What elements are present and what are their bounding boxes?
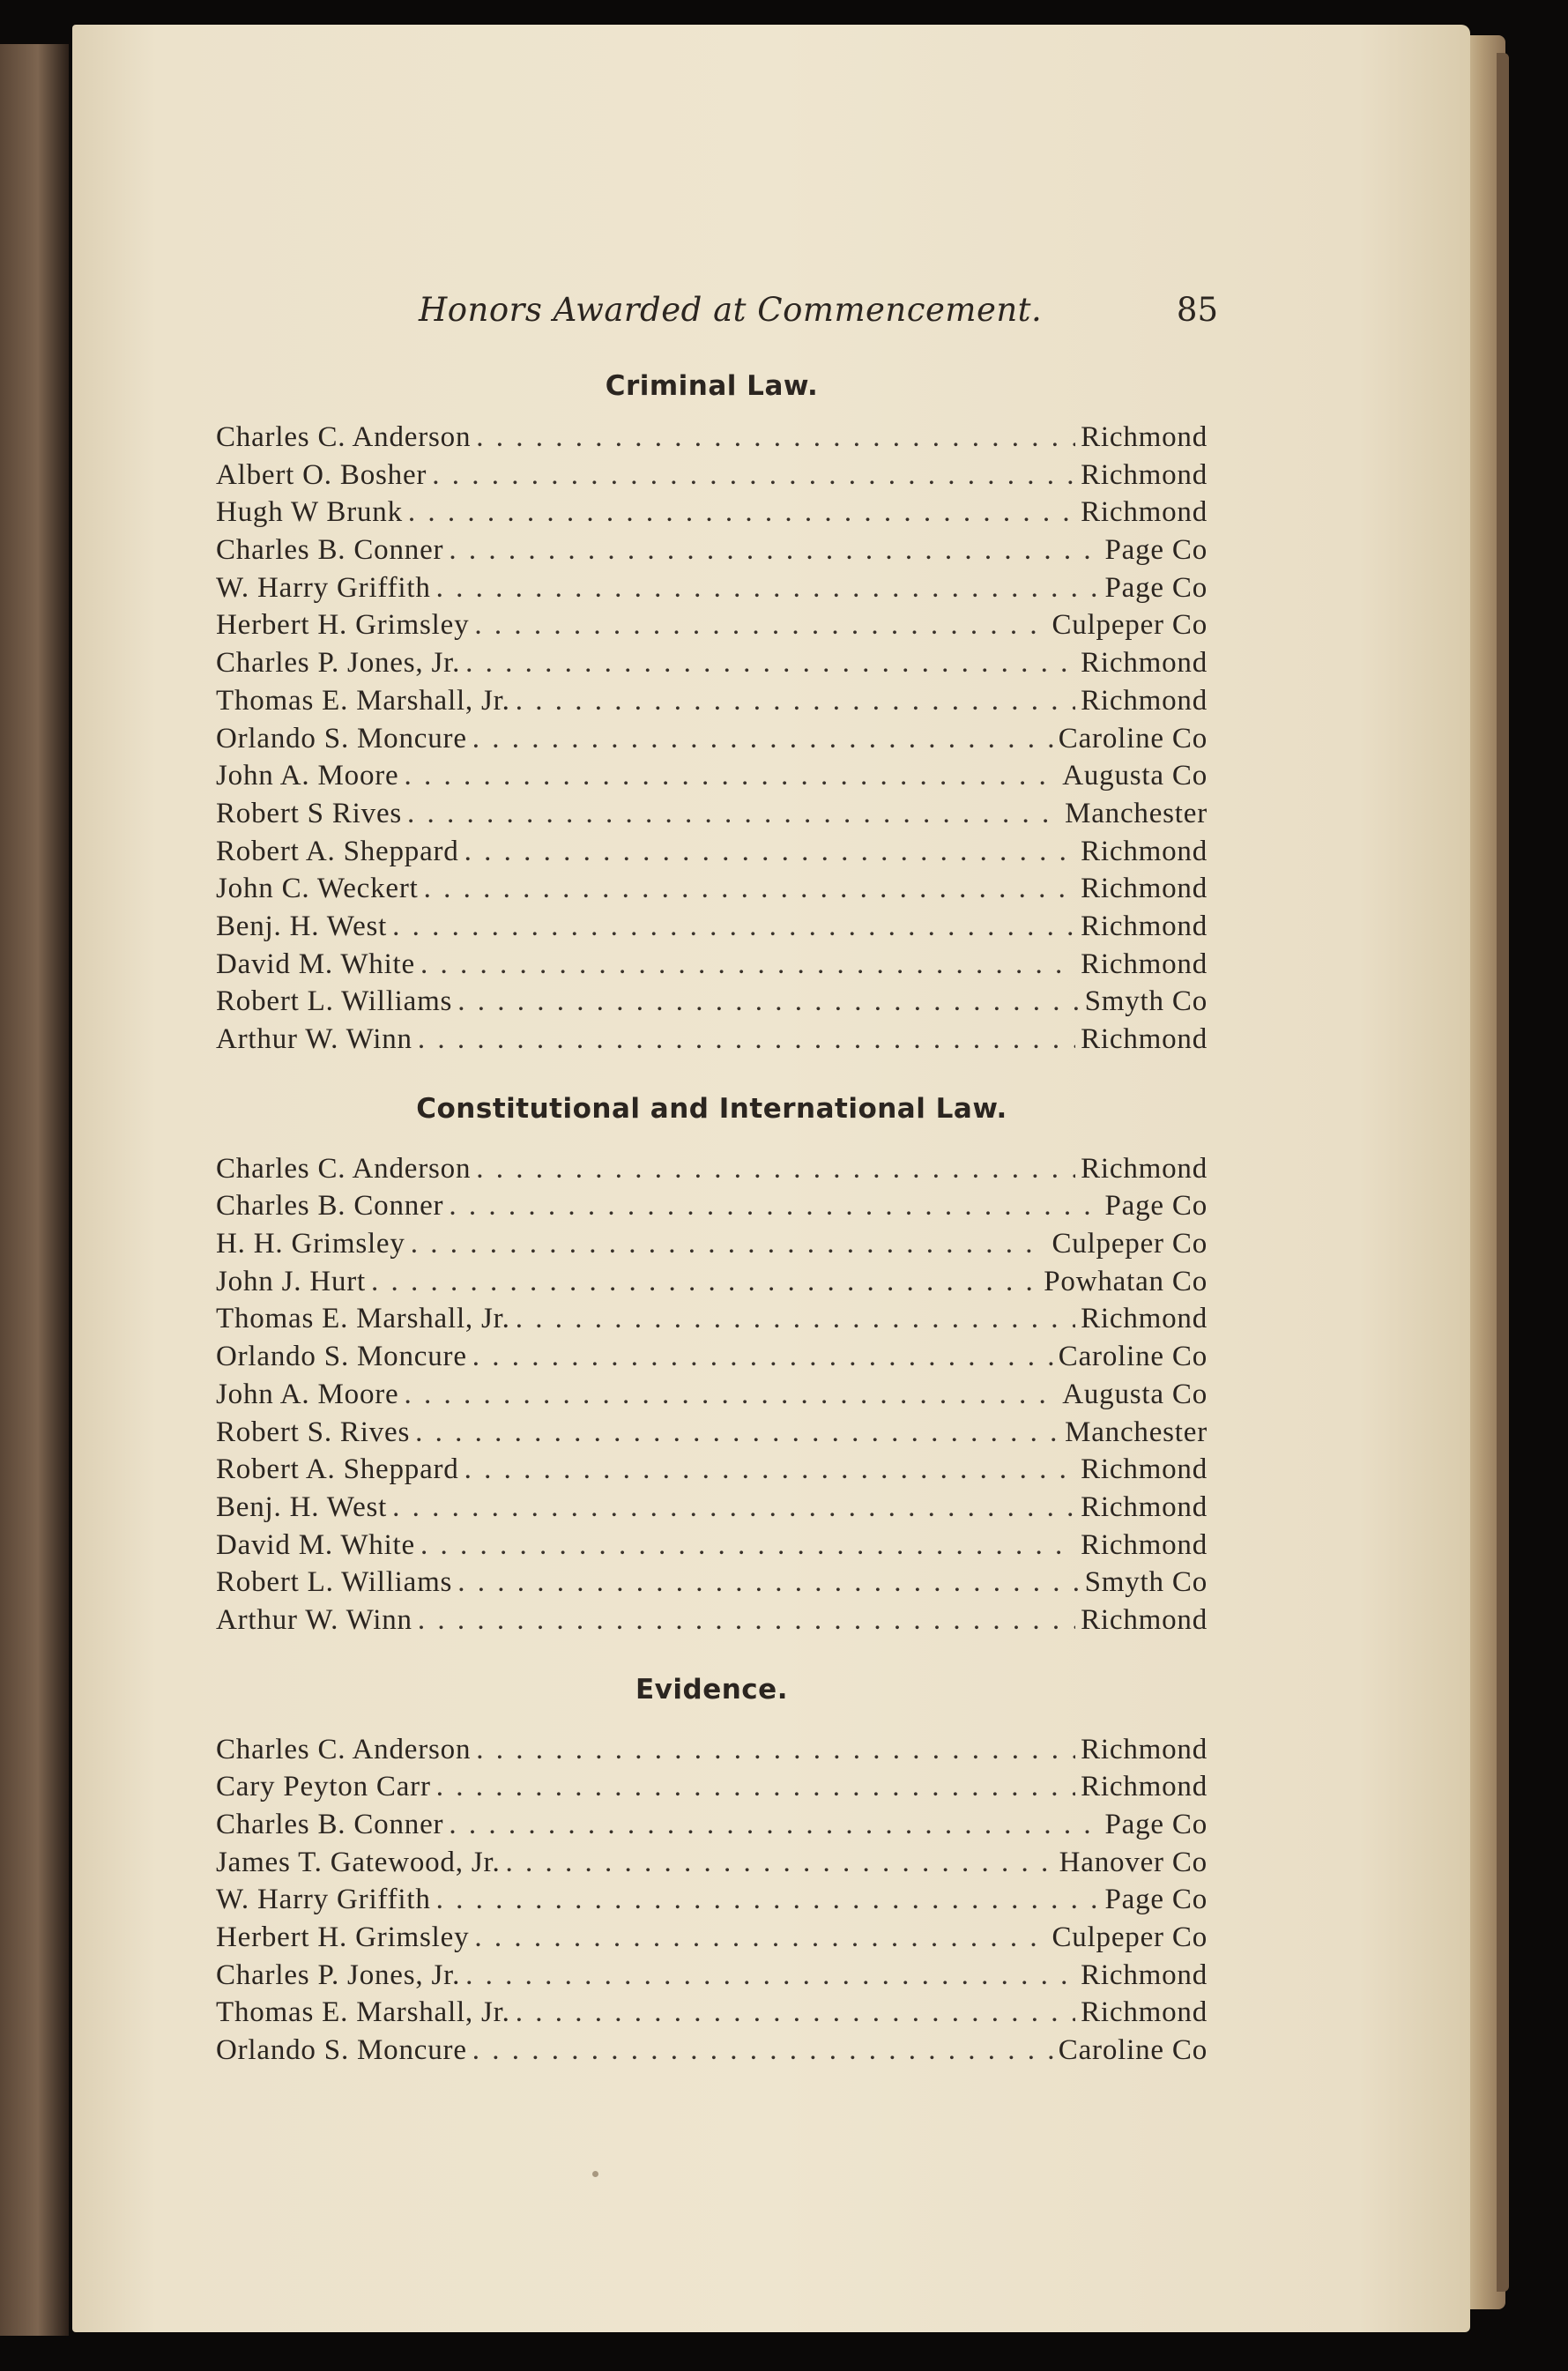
dot-leader	[516, 685, 1075, 717]
roster-entry	[216, 572, 1208, 610]
hometown: Augusta Co	[1062, 760, 1208, 792]
page-content	[216, 291, 1218, 2072]
hometown: Richmond	[1081, 684, 1208, 717]
dot-leader	[392, 910, 1075, 943]
student-name: David M. White	[216, 1528, 415, 1561]
dot-leader	[420, 1529, 1075, 1562]
student-name: Charles P. Jones, Jr.	[216, 647, 461, 680]
dot-leader	[474, 1921, 1046, 1954]
student-name: James T. Gatewood, Jr.	[216, 1846, 501, 1878]
dot-leader	[472, 1341, 1053, 1373]
page-number: 85	[1176, 291, 1218, 329]
student-name: John A. Moore	[216, 1378, 399, 1410]
student-name: Robert A. Sheppard	[216, 1453, 459, 1486]
student-name: Arthur W. Winn	[216, 1023, 412, 1055]
hometown: Richmond	[1081, 647, 1208, 680]
hometown: Richmond	[1081, 1771, 1208, 1803]
dot-leader	[476, 421, 1075, 454]
hometown: Augusta Co	[1062, 1378, 1208, 1410]
hometown: Richmond	[1081, 1453, 1208, 1486]
dot-leader	[464, 836, 1075, 868]
dot-leader	[464, 1453, 1075, 1486]
dot-leader	[371, 1266, 1038, 1298]
dot-leader	[407, 798, 1059, 830]
dot-leader	[436, 572, 1100, 605]
roster-entry	[216, 1529, 1208, 1567]
hometown: Powhatan Co	[1044, 1265, 1208, 1297]
dot-leader	[404, 760, 1057, 792]
student-name: H. H. Grimsley	[216, 1228, 405, 1260]
student-name: David M. White	[216, 948, 415, 980]
roster-entry	[216, 760, 1208, 798]
roster-entry	[216, 798, 1208, 836]
section-heading-constitutional-law: Constitutional and International Law.	[416, 1092, 1007, 1125]
roster-entry	[216, 1566, 1208, 1604]
dot-leader	[476, 1153, 1075, 1186]
dot-leader	[420, 948, 1075, 981]
roster-entry	[216, 1341, 1208, 1379]
dot-leader	[424, 873, 1075, 905]
student-name: Hugh W Brunk	[216, 496, 403, 529]
hometown: Richmond	[1081, 1603, 1208, 1636]
student-name: Charles B. Conner	[216, 1190, 444, 1223]
dot-leader	[465, 1959, 1075, 1992]
hometown: Richmond	[1081, 835, 1208, 867]
roster-entry	[216, 1416, 1208, 1454]
roster-entry	[216, 873, 1208, 910]
hometown: Richmond	[1081, 1528, 1208, 1561]
dot-leader	[476, 1734, 1075, 1766]
roster-entry	[216, 1266, 1208, 1304]
student-name: Cary Peyton Carr	[216, 1771, 431, 1803]
roster-entry	[216, 1604, 1208, 1642]
roster-entry	[216, 1959, 1208, 1997]
dot-leader	[516, 1303, 1075, 1335]
dot-leader	[516, 1996, 1075, 2029]
hometown: Caroline Co	[1058, 1341, 1208, 1373]
roster-entry	[216, 985, 1208, 1023]
roster-entry	[216, 1809, 1208, 1847]
student-name: Thomas E. Marshall, Jr.	[216, 1996, 510, 2029]
student-name: W. Harry Griffith	[216, 571, 431, 604]
hometown: Richmond	[1081, 1303, 1208, 1335]
hometown: Manchester	[1065, 1416, 1208, 1448]
hometown: Culpeper Co	[1052, 609, 1208, 642]
student-name: John J. Hurt	[216, 1265, 367, 1297]
roster-entry	[216, 836, 1208, 873]
student-name: Charles B. Conner	[216, 534, 444, 567]
roster-entry	[216, 1847, 1208, 1884]
dot-leader	[392, 1491, 1075, 1524]
dot-leader	[474, 609, 1046, 642]
student-name: Thomas E. Marshall, Jr.	[216, 684, 510, 717]
dot-leader	[449, 1190, 1099, 1223]
student-name: Arthur W. Winn	[216, 1603, 412, 1636]
roster-entry	[216, 1153, 1208, 1191]
dot-leader	[472, 723, 1053, 755]
dot-leader	[408, 496, 1075, 529]
roster-entry	[216, 1921, 1208, 1959]
hometown: Caroline Co	[1058, 2034, 1208, 2067]
hometown: Manchester	[1065, 797, 1208, 829]
running-head	[216, 291, 1218, 344]
roster-entry	[216, 1734, 1208, 1772]
roster-entry	[216, 910, 1208, 948]
section-heading-evidence: Evidence.	[635, 1673, 788, 1706]
dot-leader	[432, 459, 1075, 492]
roster-entry	[216, 1379, 1208, 1416]
dot-leader	[449, 534, 1099, 567]
hometown: Richmond	[1081, 910, 1208, 942]
hometown: Page Co	[1104, 1884, 1208, 1916]
hometown: Richmond	[1081, 1152, 1208, 1185]
student-name: Thomas E. Marshall, Jr.	[216, 1303, 510, 1335]
student-name: Robert L. Williams	[216, 985, 453, 1018]
hometown: Caroline Co	[1058, 722, 1208, 754]
roster-evidence	[216, 1734, 1208, 2072]
hometown: Richmond	[1081, 458, 1208, 491]
student-name: John A. Moore	[216, 760, 399, 792]
student-name: Orlando S. Moncure	[216, 722, 467, 754]
dot-leader	[436, 1884, 1100, 1916]
student-name: Herbert H. Grimsley	[216, 1921, 470, 1954]
roster-entry	[216, 421, 1208, 459]
student-name: Robert S. Rives	[216, 1416, 411, 1448]
cover-edge	[1497, 53, 1509, 2292]
student-name: Charles B. Conner	[216, 1809, 444, 1840]
hometown: Richmond	[1081, 1733, 1208, 1765]
roster-entry	[216, 1190, 1208, 1228]
dot-leader	[457, 985, 1079, 1018]
student-name: Benj. H. West	[216, 1490, 388, 1523]
dot-leader	[411, 1228, 1047, 1260]
roster-entry	[216, 496, 1208, 534]
roster-entry	[216, 1996, 1208, 2034]
dot-leader	[404, 1379, 1057, 1411]
hometown: Richmond	[1081, 1996, 1208, 2029]
running-title: Honors Awarded at Commencement.	[419, 291, 1043, 329]
dot-leader	[457, 1566, 1079, 1599]
student-name: Robert A. Sheppard	[216, 835, 459, 867]
roster-entry	[216, 948, 1208, 986]
hometown: Richmond	[1081, 496, 1208, 529]
hometown: Richmond	[1081, 873, 1208, 905]
student-name: Albert O. Bosher	[216, 458, 427, 491]
roster-entry	[216, 1771, 1208, 1809]
roster-entry	[216, 685, 1208, 723]
dot-leader	[506, 1847, 1054, 1879]
roster-entry	[216, 459, 1208, 497]
student-name: Charles P. Jones, Jr.	[216, 1958, 461, 1991]
hometown: Richmond	[1081, 1490, 1208, 1523]
student-name: Robert S Rives	[216, 797, 403, 829]
roster-entry	[216, 647, 1208, 685]
roster-entry	[216, 1023, 1208, 1061]
hometown: Hanover Co	[1059, 1846, 1208, 1878]
roster-entry	[216, 534, 1208, 572]
roster-criminal-law	[216, 421, 1208, 1061]
paper-speck	[592, 2171, 598, 2177]
section-heading-criminal-law: Criminal Law.	[605, 370, 819, 402]
dot-leader	[418, 1023, 1075, 1056]
hometown: Richmond	[1081, 421, 1208, 453]
roster-entry	[216, 723, 1208, 761]
roster-entry	[216, 1228, 1208, 1266]
roster-entry	[216, 1491, 1208, 1529]
student-name: Robert L. Williams	[216, 1566, 453, 1599]
student-name: Benj. H. West	[216, 910, 388, 942]
roster-entry	[216, 1884, 1208, 1921]
dot-leader	[465, 647, 1075, 680]
student-name: Charles C. Anderson	[216, 1733, 472, 1765]
hometown: Page Co	[1104, 1809, 1208, 1840]
dot-leader	[415, 1416, 1059, 1449]
hometown: Page Co	[1104, 1190, 1208, 1223]
dot-leader	[449, 1809, 1099, 1841]
student-name: Orlando S. Moncure	[216, 2034, 467, 2067]
hometown: Richmond	[1081, 1958, 1208, 1991]
student-name: John C. Weckert	[216, 873, 419, 905]
hometown: Culpeper Co	[1052, 1228, 1208, 1260]
hometown: Page Co	[1104, 571, 1208, 604]
student-name: W. Harry Griffith	[216, 1884, 431, 1916]
dot-leader	[472, 2034, 1053, 2067]
hometown: Page Co	[1104, 534, 1208, 567]
hometown: Richmond	[1081, 948, 1208, 980]
student-name: Charles C. Anderson	[216, 1152, 472, 1185]
roster-entry	[216, 1303, 1208, 1341]
hometown: Richmond	[1081, 1023, 1208, 1055]
roster-entry	[216, 1453, 1208, 1491]
dot-leader	[418, 1604, 1075, 1637]
dot-leader	[436, 1771, 1075, 1803]
roster-constitutional-law	[216, 1153, 1208, 1642]
previous-page-edge	[0, 44, 69, 2336]
student-name: Charles C. Anderson	[216, 421, 472, 453]
roster-entry	[216, 609, 1208, 647]
roster-entry	[216, 2034, 1208, 2072]
student-name: Orlando S. Moncure	[216, 1341, 467, 1373]
hometown: Smyth Co	[1084, 1566, 1208, 1599]
hometown: Smyth Co	[1084, 985, 1208, 1018]
hometown: Culpeper Co	[1052, 1921, 1208, 1954]
student-name: Herbert H. Grimsley	[216, 609, 470, 642]
